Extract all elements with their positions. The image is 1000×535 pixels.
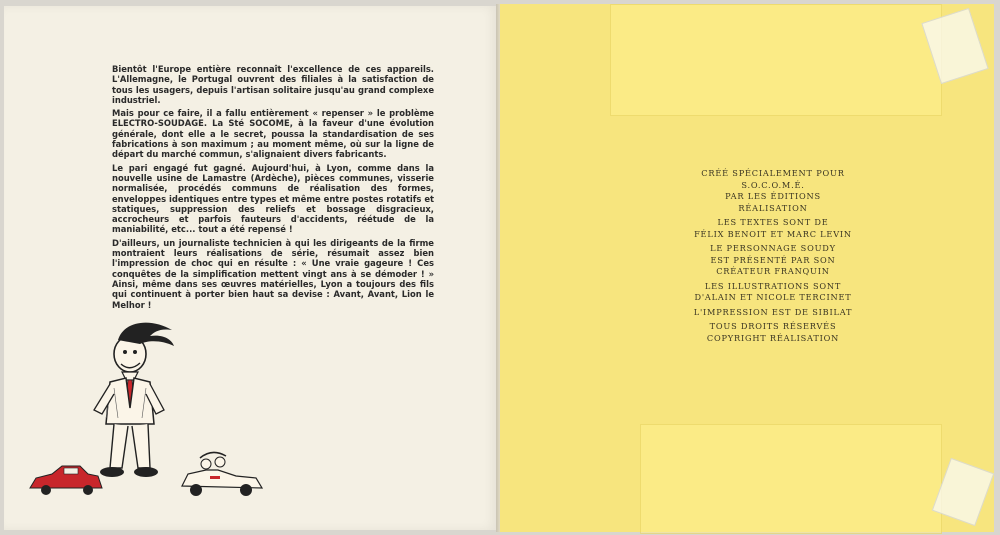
credit-group-rights: [688, 321, 858, 344]
bottom-flap: [640, 424, 942, 534]
credit-group-illustrations: [688, 281, 858, 304]
credit-line: PAR LES ÉDITIONS: [725, 191, 821, 201]
credit-line: CRÉÉ SPÉCIALEMENT POUR: [701, 168, 845, 178]
credit-group-character: [688, 243, 858, 278]
credit-line: CRÉATEUR FRANQUIN: [716, 266, 830, 276]
credit-line: COPYRIGHT RÉALISATION: [706, 332, 840, 343]
credit-line: EST PRÉSENTÉ PAR SON: [710, 254, 836, 265]
credit-line: LES ILLUSTRATIONS SONT: [704, 280, 842, 291]
credit-line: L'IMPRESSION EST DE SIBILAT: [693, 306, 853, 317]
credit-group-texts: [688, 217, 858, 240]
soudy-illustration: [22, 306, 272, 506]
paragraph-2: Mais pour ce faire, il a fallu entièrement « repenser » le problème ELECTRO-SOUDAGE. La Sté SOCOME, à la faveur d'une évolution générale, dont elle a le secret, poussa la standardisation de ses fabrications à son maximum ; au moment même, où sur la ligne de départ du marché commun, s'alignaient divers fabricants.: [112, 108, 434, 160]
top-flap: [610, 4, 942, 116]
credit-line: FÉLIX BENOIT ET MARC LEVIN: [694, 228, 852, 239]
credit-line: LES TEXTES SONT DE: [717, 217, 829, 227]
convertible-car: [182, 452, 262, 496]
credit-group-publisher: [688, 168, 858, 214]
credit-line: RÉALISATION: [738, 202, 808, 213]
credit-line: TOUS DROITS RÉSERVÉS: [709, 321, 837, 331]
paragraph-4: D'ailleurs, un journaliste technicien à qui les dirigeants de la firme montraient leurs réalisations de série, résumait assez bien l'impression de choc qui en résulte : « Une vraie gageure ! Ces conquêtes de la simplification mettent vingt ans à se démoder ! » Ainsi, même dans ses œuvres matérielles, Lyon a toujours des fils qui continuent à porter bien haut sa devise : Avant, Avant, Lion le Melhor !: [112, 237, 434, 310]
soudy-character: [94, 323, 174, 477]
colophon-credits: [688, 168, 858, 347]
red-car: [30, 466, 102, 495]
credit-line: S.O.C.O.M.É.: [741, 179, 805, 190]
credit-line: LE PERSONNAGE SOUDY: [710, 243, 836, 253]
body-text: [112, 64, 434, 313]
credit-group-printing: [688, 307, 858, 319]
paragraph-3: Le pari engagé fut gagné. Aujourd'hui, à Lyon, comme dans la nouvelle usine de Lamastre (Ardèche), pièces communes, visserie normalisée, procédés communs de réalisation des formes, enveloppes identiques entre types et même entre postes rotatifs et statiques, suppression des reliefs et bossage disgracieux, accrocheurs et parfois fauteurs d'accidents, réétude de la maniabilité, etc... tout a été repensé !: [112, 162, 434, 235]
paragraph-1: Bientôt l'Europe entière reconnaît l'excellence de ces appareils. L'Allemagne, le Portugal ouvrent des filiales à la satisfaction de tous les usagers, depuis l'artisan solitaire jusqu'au grand complexe industriel.: [112, 64, 434, 105]
left-page: [4, 6, 498, 530]
credit-line: D'ALAIN ET NICOLE TERCINET: [694, 292, 852, 302]
